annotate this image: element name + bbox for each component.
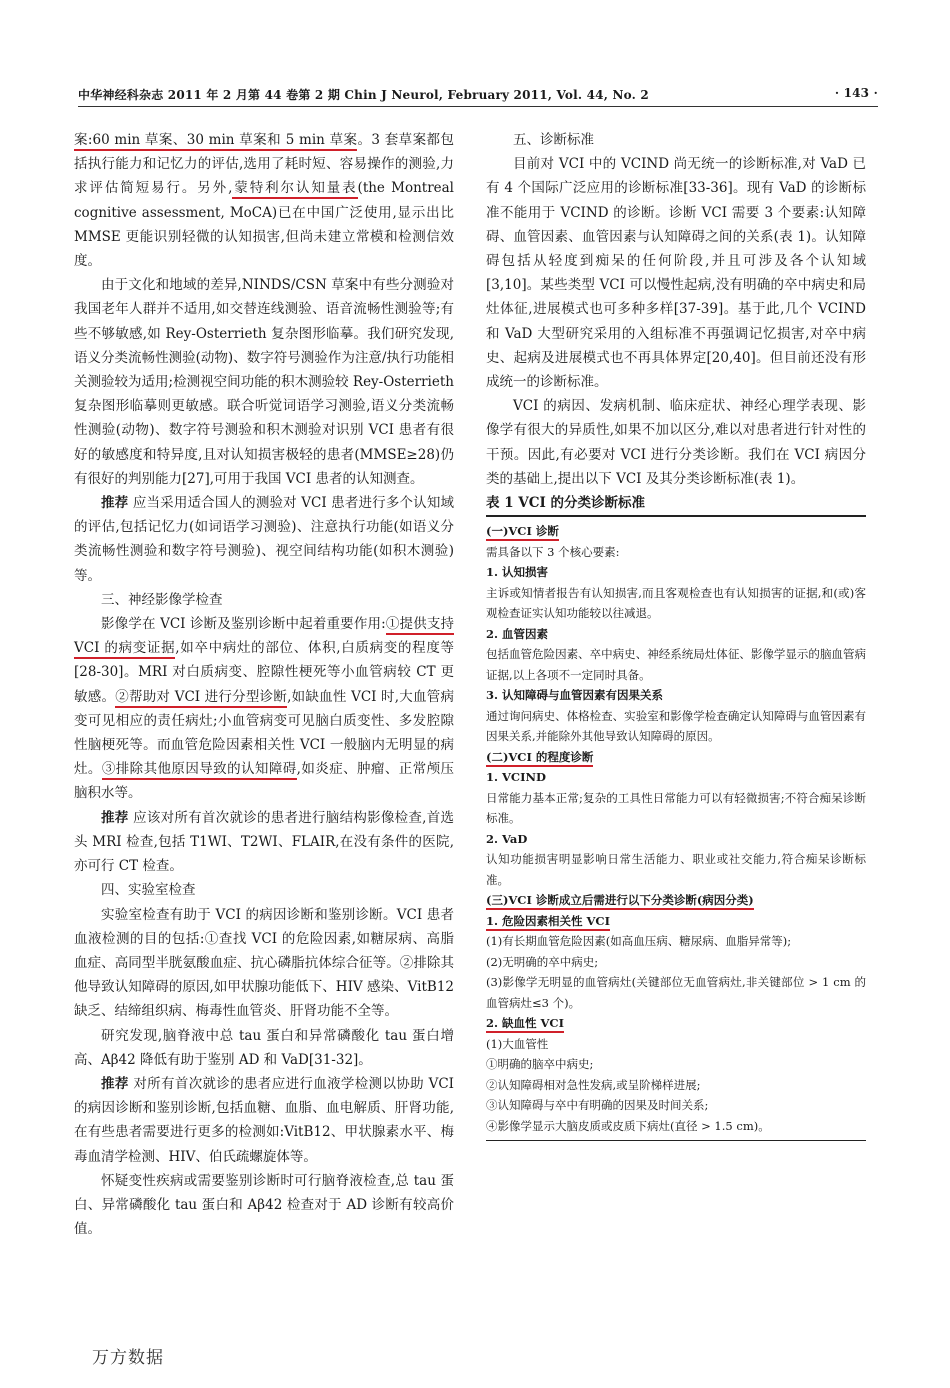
table-text: 认知功能损害明显影响日常生活能力、职业或社交能力,符合痴呆诊断标准。 — [486, 852, 866, 887]
paragraph: 研究发现,脑脊液中总 tau 蛋白和异常磷酸化 tau 蛋白增高、Aβ42 降低有助于鉴别 AD 和 VaD[31-32]。 — [74, 1027, 454, 1068]
table-text: (3)影像学无明显的血管病灶(关键部位无血管病灶,非关键部位 > 1 cm 的血管病灶≤3 个)。 — [486, 975, 866, 1010]
section-heading: 四、实验室检查 — [101, 882, 196, 899]
underlined-text: 案:60 min 草案、30 min 草案和 5 min 草案 — [74, 132, 357, 151]
table-text: 包括血管危险因素、卒中病史、神经系统局灶体征、影像学显示的脑血管病证据,以上各项不一定同时具备。 — [486, 647, 866, 682]
paragraph: 目前对 VCI 中的 VCIND 尚无统一的诊断标准,对 VaD 已有 4 个国际广泛应用的诊断标准[33-36]。现有 VaD 的诊断标准不能用于 VCIND 的诊断。诊断 VCI 需要 3 个要素:认知障碍、血管因素、血管因素与认知障碍之间的关系(表 1)。认知障碍包括从轻度到痴呆的任何阶段,并且可涉及各个认知域[3,10]。某些类型 VCI 可以慢性起病,没有明确的卒中病史和局灶体征,进展模式也可多种多样[37-39]。基于此,几个 VCIND 和 VaD 大型研究采用的入组标准不再强调记忆损害,对卒中病史、起病及进展模式也不再具体界定[20,40]。但目前还没有形成统一的诊断标准。 — [486, 156, 866, 391]
table-text: 日常能力基本正常;复杂的工具性日常能力可以有轻微损害;不符合痴呆诊断标准。 — [486, 790, 866, 826]
table-text: ②认知障碍相对急性发病,或呈阶梯样进展; — [486, 1077, 701, 1092]
table-text: (1)大血管性 — [486, 1036, 549, 1051]
table-item: 1. 危险因素相关性 VCI — [486, 914, 610, 931]
table-text: (1)有长期血管危险因素(如高血压病、糖尿病、血脂异常等); — [486, 934, 792, 949]
paragraph: 由于文化和地域的差异,NINDS/CSN 草案中有些分测验对我国老年人群并不适用,如交替连线测验、语音流畅性测验等;有些不够敏感,如 Rey-Osterrieth 复杂图形临摹。我们研究发现,语义分类流畅性测验(动物)、数字符号测验作为注意/执行功能相关测验较为适用;检测视空间功能的积木测验较 Rey-Osterrieth 复杂图形临摹则更敏感。联合听觉词语学习测验,语义分类流畅性测验(动物)、数字符号测验和积木测验对识别 VCI 患者有很好的敏感度和特异度,且对认知损害极轻的患者(MMSE≥28)仍有很好的判别能力[27],可用于我国 VCI 患者的认知测查。 — [74, 277, 454, 487]
table-item: 3. 认知障碍与血管因素有因果关系 — [486, 688, 664, 703]
table-item: 1. 认知损害 — [486, 565, 549, 580]
watermark-footer: 万方数据 — [92, 1348, 164, 1368]
table-text: 主诉或知情者报告有认知损害,而且客观检查也有认知损害的证据,和(或)客观检查证实认知功能较以往减退。 — [486, 585, 866, 621]
recommendation: 推荐 应当采用适合国人的测验对 VCI 患者进行多个认知域的评估,包括记忆力(如词语学习测验)、注意执行功能(如语义分类流畅性测验和数字符号测验)、视空间结构功能(如积木测验)等。 — [74, 495, 455, 584]
header-rule — [78, 106, 878, 107]
table-title: 表 1 VCI 的分类诊断标准 — [486, 495, 646, 512]
table-section: (二)VCI 的程度诊断 — [486, 750, 593, 767]
table-text: 需具备以下 3 个核心要素: — [486, 544, 620, 559]
paragraph: 实验室检查有助于 VCI 的病因诊断和鉴别诊断。VCI 患者血液检测的目的包括:①查找 VCI 的危险因素,如糖尿病、高脂血症、高同型半胱氨酸血症、抗心磷脂抗体综合征等。②排除其他导致认知障碍的原因,如甲状腺功能低下、HIV 感染、VitB12 缺乏、结缔组织病、梅毒性血管炎、肝肾功能不全等。 — [74, 906, 454, 1020]
table-section: (三)VCI 诊断成立后需进行以下分类诊断(病因分类) — [486, 893, 754, 910]
underlined-text: ②帮助对 VCI 进行分型诊断 — [115, 689, 287, 708]
table-text: 通过询问病史、体格检查、实验室和影像学检查确定认知障碍与血管因素有因果关系,并能除外其他导致认知障碍的原因。 — [486, 708, 866, 744]
criteria-table — [486, 517, 866, 1140]
table-section: (一)VCI 诊断 — [486, 524, 559, 541]
right-column — [486, 128, 866, 1141]
underlined-text: 蒙特利尔认知量表 — [232, 180, 357, 199]
table-item: 2. 血管因素 — [486, 626, 549, 641]
table-item: 1. VCIND — [486, 770, 546, 785]
running-header — [78, 86, 878, 106]
section-heading: 五、诊断标准 — [513, 132, 594, 148]
table-item: 2. 缺血性 VCI — [486, 1016, 564, 1033]
table-bottom-rule — [486, 1140, 866, 1141]
table-text: ④影像学显示大脑皮质或皮质下病灶(直径 > 1.5 cm)。 — [486, 1118, 770, 1133]
recommendation: 推荐 对所有首次就诊的患者应进行血液学检测以协助 VCI 的病因诊断和鉴别诊断,包括血糖、血脂、血电解质、肝肾功能,在有些患者需要进行更多的检测如:VitB12、甲状腺素水平、梅毒血清学检测、HIV、伯氏疏螺旋体等。 — [74, 1075, 455, 1165]
paragraph: 怀疑变性疾病或需要鉴别诊断时可行脑脊液检查,总 tau 蛋白、异常磷酸化 tau 蛋白和 Aβ42 检查对于 AD 诊断有较高价值。 — [74, 1172, 454, 1238]
section-heading: 三、神经影像学检查 — [101, 591, 223, 608]
table-item: 2. VaD — [486, 831, 528, 846]
table-text: ①明确的脑卒中病史; — [486, 1057, 594, 1072]
page-number: · 143 · — [834, 86, 878, 100]
journal-citation: 中华神经科杂志 2011 年 2 月第 44 卷第 2 期 Chin J Neurol, February 2011, Vol. 44, No. 2 — [78, 88, 649, 102]
recommendation: 推荐 应该对所有首次就诊的患者进行脑结构影像检查,首选头 MRI 检查,包括 T1WI、T2WI、FLAIR,在没有条件的医院,亦可行 CT 检查。 — [74, 809, 454, 875]
paragraph: 案:60 min 草案、30 min 草案和 5 min 草案。3 套草案都包括执行能力和记忆力的评估,选用了耗时短、容易操作的测验,力求评估简短易行。另外,蒙特利尔认知量表(the Montreal cognitive assessment, MoCA)已在中国广泛使用,显示出比 MMSE 更能识别轻微的认知损害,但尚未建立常模和检测信效度。 — [74, 132, 455, 270]
paragraph: 影像学在 VCI 诊断及鉴别诊断中起着重要作用:①提供支持 VCI 的病变证据,如卒中病灶的部位、体积,白质病变的程度等[28-30]。MRI 对白质病变、腔隙性梗死等小血管病较 CT 更敏感。②帮助对 VCI 进行分型诊断,如缺血性 VCI 时,大血管病变可见相应的责任病灶;小血管病变可见脑白质变性、多发腔隙性脑梗死等。而血管危险因素相关性 VCI 一般脑内无明显的病灶。③排除其他原因导致的认知障碍,如炎症、肿瘤、正常颅压脑积水等。 — [74, 616, 455, 802]
underlined-text: ①提供支持 VCI 的病变证据 — [74, 616, 454, 659]
paragraph: VCI 的病因、发病机制、临床症状、神经心理学表现、影像学有很大的异质性,如果不加以区分,难以对患者进行针对性的干预。因此,有必要对 VCI 进行分类诊断。我们在 VCI 病因分类的基础上,提出以下 VCI 及其分类诊断标准(表 1)。 — [486, 398, 866, 487]
underlined-text: ③排除其他原因导致的认知障碍 — [102, 761, 297, 780]
table-text: ③认知障碍与卒中有明确的因果及时间关系; — [486, 1098, 709, 1113]
left-column — [74, 128, 454, 1241]
table-text: (2)无明确的卒中病史; — [486, 954, 599, 969]
